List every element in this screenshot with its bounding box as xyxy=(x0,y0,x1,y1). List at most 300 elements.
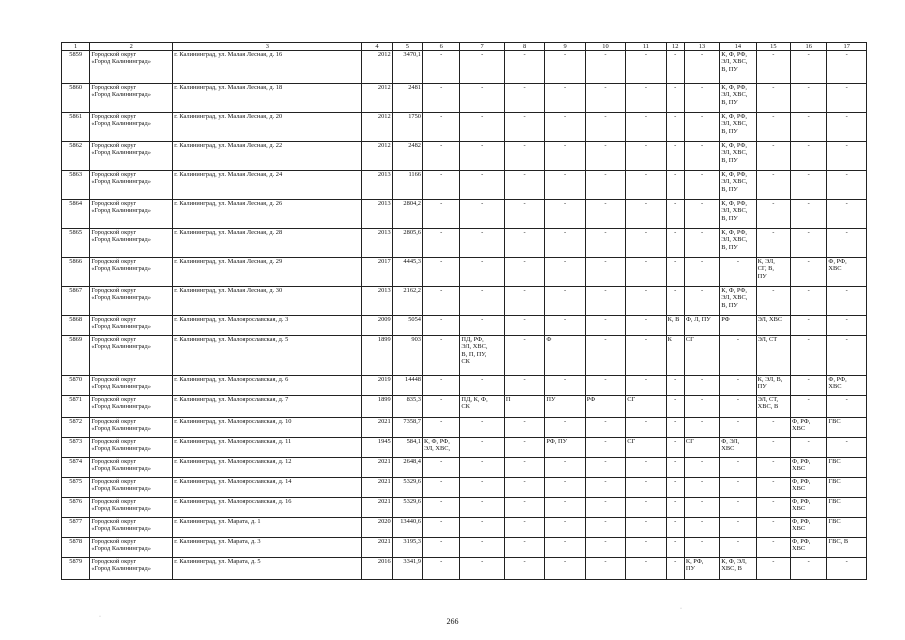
table-cell: - xyxy=(460,51,504,84)
table-cell: 5867 xyxy=(62,287,90,316)
table-row xyxy=(62,113,867,142)
table-cell: - xyxy=(827,336,867,376)
table-cell: - xyxy=(460,142,504,171)
table-cell: 2482 xyxy=(392,142,422,171)
table-cell: - xyxy=(504,336,544,376)
table-cell: - xyxy=(666,200,684,229)
table-cell: - xyxy=(585,418,625,438)
table-cell: СГ xyxy=(626,438,666,458)
table-cell: 5864 xyxy=(62,200,90,229)
table-cell: - xyxy=(684,142,719,171)
table-row xyxy=(62,84,867,113)
table-cell: - xyxy=(684,258,719,287)
table-cell: - xyxy=(827,287,867,316)
table-cell: г. Калининград, ул. Малая Лесная, д. 28 xyxy=(173,229,362,258)
table-cell: 5861 xyxy=(62,113,90,142)
table-cell: - xyxy=(666,229,684,258)
table-cell: - xyxy=(666,438,684,458)
table-row xyxy=(62,171,867,200)
table-cell: 5872 xyxy=(62,418,90,438)
table-cell: СГ xyxy=(626,396,666,418)
table-cell: - xyxy=(684,51,719,84)
table-cell: - xyxy=(827,438,867,458)
table-cell: Городской округ «Город Калининград» xyxy=(90,538,173,558)
table-cell: - xyxy=(666,558,684,580)
table-cell: П xyxy=(504,396,544,418)
table-row xyxy=(62,458,867,478)
table-cell: - xyxy=(756,518,790,538)
table-cell: 2012 xyxy=(362,84,392,113)
column-number: 17 xyxy=(827,43,867,51)
table-cell: К, Ф, РФ, ЭЛ, ХВС, В, ПУ xyxy=(720,51,756,84)
table-cell: - xyxy=(626,478,666,498)
table-cell: - xyxy=(423,200,460,229)
table-cell: - xyxy=(423,113,460,142)
column-number: 11 xyxy=(626,43,666,51)
table-cell: 13440,6 xyxy=(392,518,422,538)
table-cell: - xyxy=(827,200,867,229)
table-cell: - xyxy=(626,200,666,229)
table-cell: - xyxy=(460,538,504,558)
table-cell: 5868 xyxy=(62,316,90,336)
table-cell: - xyxy=(460,113,504,142)
table-cell: - xyxy=(756,51,790,84)
column-number: 7 xyxy=(460,43,504,51)
table-cell: - xyxy=(756,558,790,580)
table-cell: - xyxy=(666,518,684,538)
table-cell: - xyxy=(720,478,756,498)
table-cell: - xyxy=(666,418,684,438)
table-cell: - xyxy=(666,51,684,84)
table-cell: - xyxy=(720,376,756,396)
table-cell: 5860 xyxy=(62,84,90,113)
table-cell: 2804,2 xyxy=(392,200,422,229)
table-cell: - xyxy=(423,171,460,200)
column-number: 12 xyxy=(666,43,684,51)
table-cell: - xyxy=(827,84,867,113)
table-cell: - xyxy=(666,538,684,558)
table-cell: - xyxy=(827,316,867,336)
table-cell: - xyxy=(504,200,544,229)
table-cell: - xyxy=(791,316,827,336)
column-number: 14 xyxy=(720,43,756,51)
table-row xyxy=(62,396,867,418)
table-cell: 5866 xyxy=(62,258,90,287)
table-cell: Городской округ «Город Калининград» xyxy=(90,200,173,229)
column-number-row xyxy=(62,43,867,51)
table-cell: - xyxy=(504,478,544,498)
table-cell: - xyxy=(684,458,719,478)
table-cell: Городской округ «Город Калининград» xyxy=(90,316,173,336)
table-cell: - xyxy=(504,498,544,518)
table-cell: - xyxy=(666,258,684,287)
table-cell: ГВС xyxy=(827,498,867,518)
table-cell: 5879 xyxy=(62,558,90,580)
table-cell: - xyxy=(626,258,666,287)
table-cell: - xyxy=(545,316,585,336)
table-cell: 2020 xyxy=(362,518,392,538)
table-cell: - xyxy=(666,498,684,518)
table-cell: - xyxy=(585,498,625,518)
table-cell: Ф, РФ, ХВС xyxy=(827,376,867,396)
table-cell: - xyxy=(684,229,719,258)
table-cell: - xyxy=(684,171,719,200)
table-cell: СГ xyxy=(684,336,719,376)
table-cell: - xyxy=(545,171,585,200)
table-cell: - xyxy=(504,287,544,316)
table-cell: - xyxy=(504,51,544,84)
table-cell: К, Ф, РФ, ЭЛ, ХВС, В, ПУ xyxy=(720,113,756,142)
table-cell: г. Калининград, ул. Малая Лесная, д. 30 xyxy=(173,287,362,316)
table-cell: - xyxy=(585,229,625,258)
table-cell: - xyxy=(585,376,625,396)
table-cell: - xyxy=(423,51,460,84)
table-cell: ПД, РФ, ЭЛ, ХВС, В, П, ПУ, СК xyxy=(460,336,504,376)
table-cell: - xyxy=(585,142,625,171)
table-cell: 2805,6 xyxy=(392,229,422,258)
table-cell: ПД, К, Ф, СК xyxy=(460,396,504,418)
table-cell: - xyxy=(791,438,827,458)
table-cell: - xyxy=(626,142,666,171)
table-cell: - xyxy=(626,316,666,336)
table-cell: - xyxy=(545,538,585,558)
table-cell: СГ xyxy=(684,438,719,458)
table-cell: - xyxy=(684,538,719,558)
table-cell: 5873 xyxy=(62,438,90,458)
table-cell: - xyxy=(585,200,625,229)
table-cell: Городской округ «Город Калининград» xyxy=(90,396,173,418)
table-cell: - xyxy=(791,113,827,142)
table-cell: ЭЛ, СТ xyxy=(756,336,790,376)
table-cell: - xyxy=(545,51,585,84)
table-cell: Городской округ «Город Калининград» xyxy=(90,498,173,518)
table-cell: Ф xyxy=(545,336,585,376)
table-cell: - xyxy=(684,287,719,316)
table-cell: Городской округ «Город Калининград» xyxy=(90,287,173,316)
table-cell: - xyxy=(545,518,585,538)
table-cell: Ф, РФ, ХВС xyxy=(791,478,827,498)
scan-mark: · xyxy=(680,606,682,612)
table-cell: 3341,9 xyxy=(392,558,422,580)
table-cell: - xyxy=(791,558,827,580)
table-cell: - xyxy=(423,376,460,396)
table-cell: г. Калининград, ул. Марата, д. 3 xyxy=(173,538,362,558)
table-cell: - xyxy=(585,438,625,458)
table-cell: г. Калининград, ул. Малая Лесная, д. 20 xyxy=(173,113,362,142)
table-cell: - xyxy=(460,458,504,478)
table-cell: - xyxy=(666,287,684,316)
table-cell: - xyxy=(504,229,544,258)
table-cell: - xyxy=(545,478,585,498)
table-cell: - xyxy=(626,418,666,438)
table-cell: К, Ф, РФ, ЭЛ, ХВС, В, ПУ xyxy=(720,287,756,316)
table-cell: 5329,6 xyxy=(392,478,422,498)
register-table xyxy=(61,42,867,580)
table-cell: Городской округ «Город Калининград» xyxy=(90,113,173,142)
table-cell: - xyxy=(791,287,827,316)
table-cell: К xyxy=(666,336,684,376)
table-cell: - xyxy=(626,458,666,478)
table-row xyxy=(62,438,867,458)
table-cell: - xyxy=(423,498,460,518)
table-cell: К, РФ, ПУ xyxy=(684,558,719,580)
table-cell: - xyxy=(756,438,790,458)
table-cell: - xyxy=(791,84,827,113)
table-cell: - xyxy=(423,258,460,287)
table-cell: - xyxy=(460,84,504,113)
table-cell: - xyxy=(504,113,544,142)
table-cell: - xyxy=(827,558,867,580)
table-cell: - xyxy=(585,287,625,316)
table-cell: - xyxy=(504,538,544,558)
table-cell: 2648,4 xyxy=(392,458,422,478)
table-cell: 584,1 xyxy=(392,438,422,458)
table-cell: г. Калининград, ул. Малая Лесная, д. 29 xyxy=(173,258,362,287)
table-cell: - xyxy=(585,316,625,336)
table-row xyxy=(62,316,867,336)
table-cell: - xyxy=(460,518,504,538)
table-cell: ГВС xyxy=(827,458,867,478)
table-cell: - xyxy=(460,316,504,336)
table-cell: г. Калининград, ул. Малоярославская, д. 11 xyxy=(173,438,362,458)
table-row xyxy=(62,418,867,438)
table-cell: г. Калининград, ул. Малая Лесная, д. 26 xyxy=(173,200,362,229)
table-cell: К, Ф, РФ, ЭЛ, ХВС, В, ПУ xyxy=(720,84,756,113)
table-row xyxy=(62,258,867,287)
table-cell: - xyxy=(423,142,460,171)
table-cell: - xyxy=(666,84,684,113)
table-cell: 5874 xyxy=(62,458,90,478)
table-cell: - xyxy=(423,84,460,113)
table-cell: 5877 xyxy=(62,518,90,538)
table-cell: г. Калининград, ул. Малая Лесная, д. 24 xyxy=(173,171,362,200)
table-cell: - xyxy=(504,171,544,200)
table-cell: 2021 xyxy=(362,458,392,478)
table-cell: - xyxy=(791,200,827,229)
table-cell: - xyxy=(791,258,827,287)
table-cell: г. Калининград, ул. Марата, д. 5 xyxy=(173,558,362,580)
table-cell: Городской округ «Город Калининград» xyxy=(90,84,173,113)
table-cell: - xyxy=(756,113,790,142)
table-cell: - xyxy=(791,376,827,396)
table-cell: 1945 xyxy=(362,438,392,458)
table-cell: 1899 xyxy=(362,336,392,376)
table-cell: 2021 xyxy=(362,538,392,558)
table-cell: - xyxy=(791,51,827,84)
table-cell: - xyxy=(756,418,790,438)
table-cell: - xyxy=(585,258,625,287)
table-cell: - xyxy=(626,171,666,200)
table-cell: - xyxy=(545,200,585,229)
table-cell: Ф, РФ, ХВС xyxy=(827,258,867,287)
table-cell: ГВС xyxy=(827,518,867,538)
table-cell: - xyxy=(626,538,666,558)
table-cell: - xyxy=(545,84,585,113)
table-cell: РФ, ПУ xyxy=(545,438,585,458)
table-cell: 5869 xyxy=(62,336,90,376)
table-cell: - xyxy=(460,418,504,438)
table-cell: - xyxy=(585,171,625,200)
table-cell: - xyxy=(504,142,544,171)
table-row xyxy=(62,336,867,376)
table-cell: - xyxy=(684,418,719,438)
scan-mark: · xyxy=(99,614,101,620)
table-cell: К, ЭЛ, В, ПУ xyxy=(756,376,790,396)
table-cell: - xyxy=(545,142,585,171)
table-cell: - xyxy=(423,458,460,478)
table-cell: Ф, РФ, ХВС xyxy=(791,518,827,538)
table-cell: - xyxy=(720,418,756,438)
table-cell: 3470,1 xyxy=(392,51,422,84)
table-cell: - xyxy=(684,200,719,229)
table-row xyxy=(62,229,867,258)
table-cell: - xyxy=(585,478,625,498)
table-cell: - xyxy=(585,51,625,84)
table-cell: - xyxy=(423,538,460,558)
table-cell: - xyxy=(585,458,625,478)
table-cell: 2021 xyxy=(362,418,392,438)
table-cell: г. Калининград, ул. Марата, д. 1 xyxy=(173,518,362,538)
table-cell: - xyxy=(504,518,544,538)
table-cell: г. Калининград, ул. Малоярославская, д. 14 xyxy=(173,478,362,498)
table-cell: 2019 xyxy=(362,376,392,396)
table-cell: 2013 xyxy=(362,171,392,200)
table-cell: - xyxy=(720,538,756,558)
table-cell: 14448 xyxy=(392,376,422,396)
table-cell: 5875 xyxy=(62,478,90,498)
table-cell: - xyxy=(827,51,867,84)
table-cell: - xyxy=(791,396,827,418)
table-cell: Городской округ «Город Калининград» xyxy=(90,142,173,171)
table-cell: 5876 xyxy=(62,498,90,518)
table-cell: 3195,3 xyxy=(392,538,422,558)
table-cell: 835,3 xyxy=(392,396,422,418)
table-cell: - xyxy=(460,478,504,498)
table-cell: 2012 xyxy=(362,142,392,171)
table-cell: - xyxy=(666,396,684,418)
table-cell: - xyxy=(666,478,684,498)
table-cell: - xyxy=(684,84,719,113)
table-cell: - xyxy=(791,171,827,200)
table-cell: г. Калининград, ул. Малоярославская, д. 10 xyxy=(173,418,362,438)
table-cell: Городской округ «Город Калининград» xyxy=(90,51,173,84)
table-cell: - xyxy=(585,558,625,580)
table-cell: 5329,6 xyxy=(392,498,422,518)
table-cell: - xyxy=(545,458,585,478)
table-cell: - xyxy=(756,287,790,316)
column-number: 13 xyxy=(684,43,719,51)
table-cell: 4445,3 xyxy=(392,258,422,287)
table-cell: К, Ф, РФ, ЭЛ, ХВС, В, ПУ xyxy=(720,142,756,171)
table-cell: - xyxy=(585,113,625,142)
table-cell: Ф, РФ, ХВС xyxy=(791,498,827,518)
table-cell: - xyxy=(423,418,460,438)
table-row xyxy=(62,498,867,518)
table-cell: 2013 xyxy=(362,200,392,229)
table-cell: 5871 xyxy=(62,396,90,418)
table-cell: - xyxy=(720,258,756,287)
table-cell: 2481 xyxy=(392,84,422,113)
table-cell: 1899 xyxy=(362,396,392,418)
table-cell: 5870 xyxy=(62,376,90,396)
table-cell: - xyxy=(545,287,585,316)
table-cell: - xyxy=(827,142,867,171)
table-cell: - xyxy=(626,84,666,113)
table-cell: - xyxy=(720,498,756,518)
table-cell: - xyxy=(720,336,756,376)
table-cell: - xyxy=(684,498,719,518)
table-cell: - xyxy=(626,518,666,538)
table-cell: г. Калининград, ул. Малая Лесная, д. 22 xyxy=(173,142,362,171)
table-cell: - xyxy=(423,287,460,316)
table-cell: г. Калининград, ул. Малоярославская, д. 7 xyxy=(173,396,362,418)
table-cell: - xyxy=(545,258,585,287)
table-cell: - xyxy=(545,229,585,258)
table-cell: - xyxy=(827,113,867,142)
table-cell: Городской округ «Город Калининград» xyxy=(90,458,173,478)
table-cell: 2012 xyxy=(362,51,392,84)
table-cell: ГВС, В xyxy=(827,538,867,558)
table-cell: - xyxy=(545,376,585,396)
table-cell: К, Ф, РФ, ЭЛ, ХВС, В, ПУ xyxy=(720,229,756,258)
column-number: 4 xyxy=(362,43,392,51)
table-cell: - xyxy=(720,518,756,538)
table-cell: - xyxy=(626,558,666,580)
table-row xyxy=(62,538,867,558)
table-cell: - xyxy=(720,458,756,478)
table-cell: - xyxy=(545,113,585,142)
table-row xyxy=(62,142,867,171)
table-cell: 2021 xyxy=(362,498,392,518)
table-cell: - xyxy=(626,498,666,518)
column-number: 16 xyxy=(791,43,827,51)
table-cell: - xyxy=(626,287,666,316)
table-cell: К, Ф, РФ, ЭЛ, ХВС, xyxy=(423,438,460,458)
table-cell: - xyxy=(423,396,460,418)
table-cell: Городской округ «Город Калининград» xyxy=(90,336,173,376)
table-row xyxy=(62,558,867,580)
table-cell: - xyxy=(684,113,719,142)
table-cell: - xyxy=(756,142,790,171)
table-cell: - xyxy=(460,258,504,287)
table-cell: - xyxy=(423,478,460,498)
table-cell: 5865 xyxy=(62,229,90,258)
table-cell: Ф, Л, ПУ xyxy=(684,316,719,336)
table-cell: Ф, ЭЛ, ХВС xyxy=(720,438,756,458)
column-number: 1 xyxy=(62,43,90,51)
table-cell: 7358,7 xyxy=(392,418,422,438)
table-cell: - xyxy=(460,558,504,580)
table-cell: К, В xyxy=(666,316,684,336)
table-cell: г. Калининград, ул. Малая Лесная, д. 18 xyxy=(173,84,362,113)
table-cell: - xyxy=(504,558,544,580)
table-cell: - xyxy=(626,229,666,258)
table-cell: К, Ф, РФ, ЭЛ, ХВС, В, ПУ xyxy=(720,200,756,229)
table-cell: Городской округ «Город Калининград» xyxy=(90,518,173,538)
table-cell: - xyxy=(585,84,625,113)
table-cell: 5878 xyxy=(62,538,90,558)
column-number: 6 xyxy=(423,43,460,51)
table-cell: - xyxy=(504,458,544,478)
table-cell: Городской округ «Город Калининград» xyxy=(90,438,173,458)
table-cell: - xyxy=(460,200,504,229)
table-cell: ГВС xyxy=(827,418,867,438)
table-cell: - xyxy=(626,51,666,84)
column-number: 9 xyxy=(545,43,585,51)
table-cell: - xyxy=(756,171,790,200)
table-cell: К, ЭЛ, СГ, В, ПУ xyxy=(756,258,790,287)
table-cell: - xyxy=(460,376,504,396)
